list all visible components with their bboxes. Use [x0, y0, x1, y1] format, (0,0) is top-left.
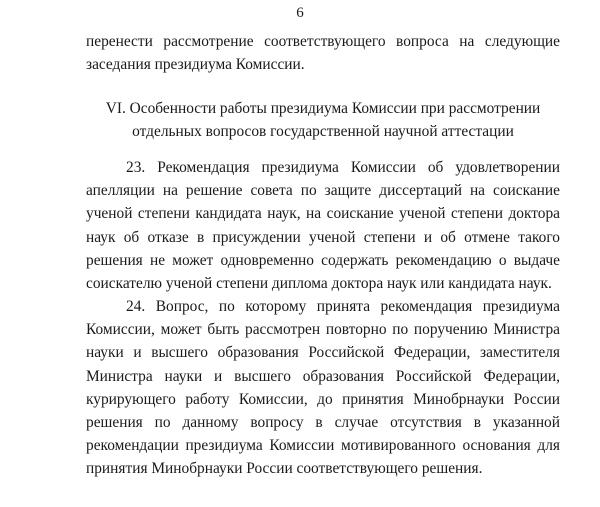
page-number: 6: [296, 5, 304, 21]
continuation-paragraph: [86, 30, 560, 76]
paragraph-24-text: 24. Вопрос, по которому принята рекомендация президиума Комиссии, может быть рассмотрен повторно по поручению Министра науки и высшего образования Российской Федерации, заместителя Министра науки и высшего образования Российской Федерации, курирующего работу Комиссии, до принятия Минобрнауки России решения по данному вопросу в случае отсутствия в указанной рекомендации президиума Комиссии мотивированного основания для принятия Минобрнауки России соответствующего решения.: [86, 298, 560, 478]
paragraph-23-text: 23. Рекомендация президиума Комиссии об удовлетворении апелляции на решение совета по защите диссертаций на соискание ученой степени кандидата наук, на соискание ученой степени доктора наук об отказе в присуждении ученой степени и об отмене такого решения не может одновременно содержать рекомендацию о выдаче соискателю ученой степени диплома доктора наук или кандидата наук.: [86, 159, 560, 293]
section-heading-line-1: VI. Особенности работы президиума Комиссии при рассмотрении: [105, 100, 541, 117]
paragraph-23: [86, 156, 560, 295]
section-heading: [86, 97, 560, 143]
paragraph-24: [86, 295, 560, 481]
continuation-text: перенести рассмотрение соответствующего вопроса на следующие заседания президиума Комиссии.: [86, 33, 560, 74]
section-heading-line-2: отдельных вопросов государственной научной аттестации: [132, 123, 514, 141]
